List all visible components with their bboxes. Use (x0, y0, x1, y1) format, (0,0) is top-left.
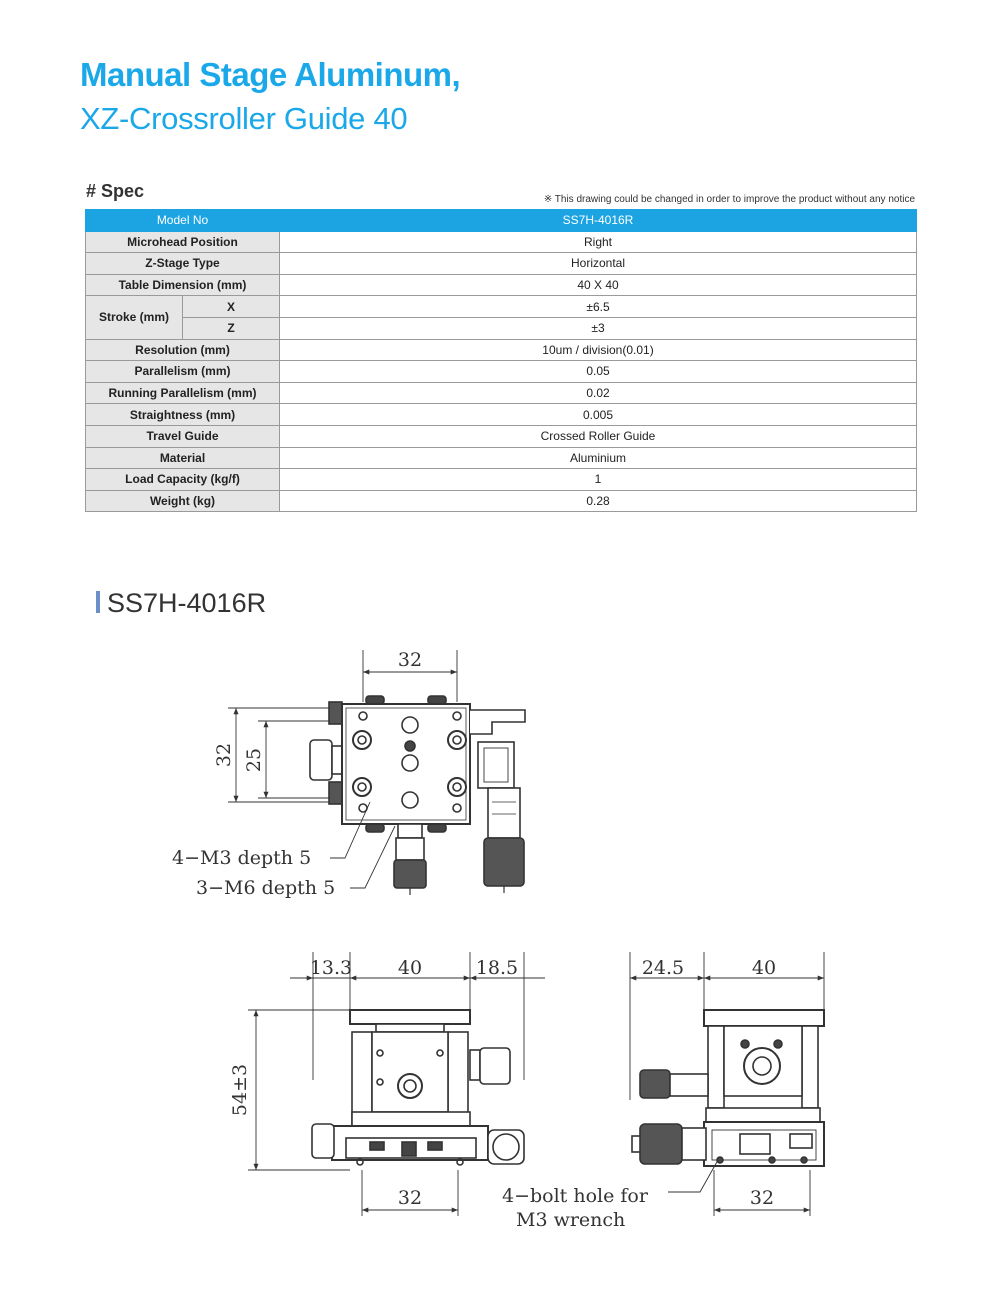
spec-value: 40 X 40 (280, 274, 917, 296)
spec-value: Crossed Roller Guide (280, 425, 917, 447)
dim-front-right: 18.5 (475, 957, 519, 979)
page-title-line2: XZ-Crossroller Guide 40 (80, 101, 408, 136)
dim-top-width: 32 (397, 649, 423, 671)
dim-front-height: 54±3 (229, 1063, 251, 1117)
dim-front-table: 40 (397, 957, 423, 979)
spec-row (86, 339, 917, 361)
dim-side-left: 24.5 (641, 957, 685, 979)
spec-label: Microhead Position (86, 231, 280, 253)
dim-side-bottom: 32 (749, 1187, 775, 1209)
technical-drawing (0, 630, 1000, 1270)
heading-accent-bar (96, 591, 100, 613)
dim-front-left: 13.3 (309, 957, 353, 979)
spec-row (86, 382, 917, 404)
spec-label: Material (86, 447, 280, 469)
spec-label-stroke: Stroke (mm) (86, 296, 183, 339)
spec-heading: # Spec (86, 181, 145, 201)
spec-row (86, 425, 917, 447)
spec-value: ±6.5 (280, 296, 917, 318)
dim-front-bottom: 32 (397, 1187, 423, 1209)
spec-header-row (86, 210, 917, 232)
spec-row (86, 253, 917, 275)
spec-value: Aluminium (280, 447, 917, 469)
spec-row (86, 490, 917, 512)
note-m3-holes: 4−M3 depth 5 (172, 847, 312, 869)
page-title-line1: Manual Stage Aluminum, (80, 56, 461, 93)
side-view (630, 952, 824, 1216)
spec-value: 0.02 (280, 382, 917, 404)
dim-side-table: 40 (751, 957, 777, 979)
front-view (248, 952, 545, 1216)
note-bolt-hole-line2: M3 wrench (516, 1209, 626, 1231)
note-m6-holes: 3−M6 depth 5 (196, 877, 336, 899)
model-value: SS7H-4016R (280, 210, 917, 232)
spec-value: ±3 (280, 317, 917, 339)
model-heading (96, 588, 266, 619)
dim-top-height-outer: 32 (213, 742, 235, 768)
spec-label: Table Dimension (mm) (86, 274, 280, 296)
spec-row (86, 404, 917, 426)
spec-row (86, 296, 917, 318)
spec-sublabel-z: Z (183, 317, 280, 339)
model-label: Model No (86, 210, 280, 232)
spec-row (86, 447, 917, 469)
spec-row (86, 274, 917, 296)
spec-value: 10um / division(0.01) (280, 339, 917, 361)
spec-row (86, 231, 917, 253)
spec-value: 0.005 (280, 404, 917, 426)
dim-top-height-inner: 25 (243, 747, 265, 773)
spec-value: Right (280, 231, 917, 253)
spec-label: Parallelism (mm) (86, 361, 280, 383)
spec-label: Resolution (mm) (86, 339, 280, 361)
model-heading-text: SS7H-4016R (107, 588, 267, 618)
spec-label: Weight (kg) (86, 490, 280, 512)
note-bolt-hole-line1: 4−bolt hole for (502, 1185, 648, 1207)
spec-row (86, 317, 917, 339)
spec-table (85, 209, 917, 512)
spec-value: 1 (280, 469, 917, 491)
spec-label: Travel Guide (86, 425, 280, 447)
spec-label: Load Capacity (kg/f) (86, 469, 280, 491)
spec-row (86, 469, 917, 491)
spec-label: Running Parallelism (mm) (86, 382, 280, 404)
spec-label: Straightness (mm) (86, 404, 280, 426)
drawing-notice: ※ This drawing could be changed in order to improve the product without any notice (543, 194, 915, 205)
spec-value: 0.05 (280, 361, 917, 383)
spec-value: 0.28 (280, 490, 917, 512)
spec-row (86, 361, 917, 383)
spec-value: Horizontal (280, 253, 917, 275)
spec-sublabel-x: X (183, 296, 280, 318)
spec-label: Z-Stage Type (86, 253, 280, 275)
